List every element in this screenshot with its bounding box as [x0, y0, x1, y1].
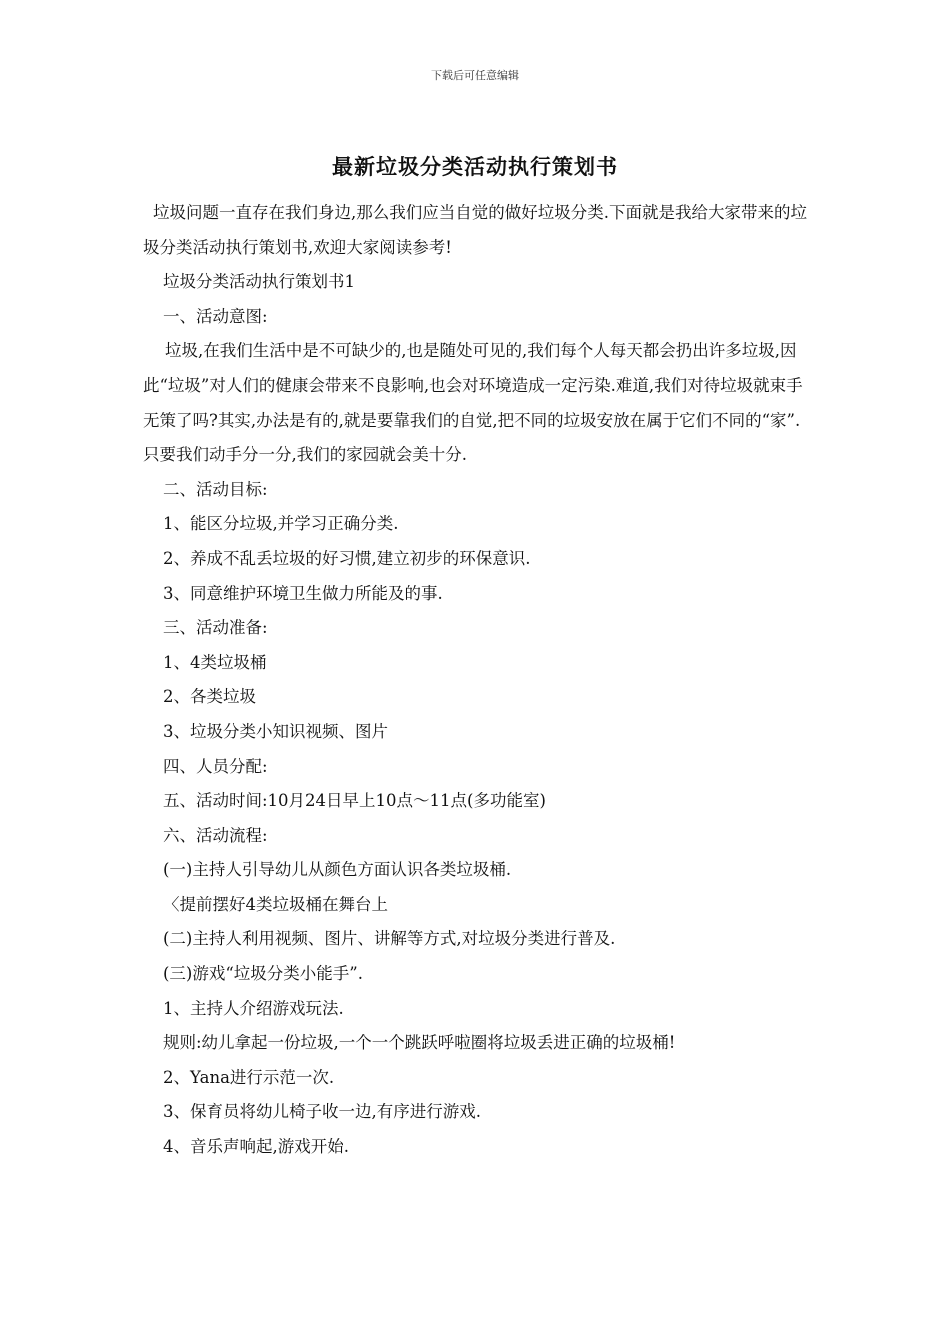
- process-item: 〈提前摆好4类垃圾桶在舞台上: [163, 894, 388, 914]
- process-item: (三)游戏“垃圾分类小能手”.: [163, 964, 363, 984]
- document-body: [143, 196, 815, 1165]
- goal-item: 1、能区分垃圾,并学习正确分类.: [163, 514, 399, 534]
- header-note: 下载后可任意编辑: [431, 69, 519, 82]
- purpose-paragraph: 垃圾,在我们生活中是不可缺少的,也是随处可见的,我们每个人每天都会扔出许多垃圾,因此“垃圾”对人们的健康会带来不良影响,也会对环境造成一定污染.难道,我们对待垃圾就束手无策了吗?其实,办法是有的,就是要靠我们的自觉,把不同的垃圾安放在属于它们不同的“家”.只要我们动手分一分,我们的家园就会美十分.: [143, 341, 803, 465]
- preparation-item: 3、垃圾分类小知识视频、图片: [163, 721, 388, 741]
- game-step: 1、主持人介绍游戏玩法.: [163, 998, 344, 1018]
- game-step: 3、保育员将幼儿椅子收一边,有序进行游戏.: [163, 1102, 481, 1122]
- goal-item: 3、同意维护环境卫生做力所能及的事.: [163, 583, 443, 603]
- preparation-item: 1、4类垃圾桶: [163, 652, 267, 672]
- heading-goals: 二、活动目标:: [163, 479, 268, 499]
- goal-item: 2、养成不乱丢垃圾的好习惯,建立初步的环保意识.: [163, 548, 531, 568]
- heading-staffing: 四、人员分配:: [163, 756, 268, 776]
- document-title: 最新垃圾分类活动执行策划书: [332, 154, 618, 179]
- section-heading: 垃圾分类活动执行策划书1: [163, 272, 355, 292]
- preparation-item: 2、各类垃圾: [163, 687, 256, 707]
- heading-preparation: 三、活动准备:: [163, 618, 268, 638]
- process-item: (二)主持人利用视频、图片、讲解等方式,对垃圾分类进行普及.: [163, 929, 616, 949]
- heading-time: 五、活动时间:10月24日早上10点～11点(多功能室): [163, 791, 546, 811]
- game-step: 4、音乐声响起,游戏开始.: [163, 1137, 349, 1157]
- intro-paragraph: 垃圾问题一直存在我们身边,那么我们应当自觉的做好垃圾分类.下面就是我给大家带来的垃圾分类活动执行策划书,欢迎大家阅读参考!: [143, 203, 807, 257]
- heading-process: 六、活动流程:: [163, 825, 268, 845]
- game-rule: 规则:幼儿拿起一份垃圾,一个一个跳跃呼啦圈将垃圾丢进正确的垃圾桶!: [163, 1033, 676, 1053]
- game-step: 2、Yana进行示范一次.: [163, 1067, 335, 1087]
- heading-purpose: 一、活动意图:: [163, 306, 268, 326]
- process-item: (一)主持人引导幼儿从颜色方面认识各类垃圾桶.: [163, 860, 512, 880]
